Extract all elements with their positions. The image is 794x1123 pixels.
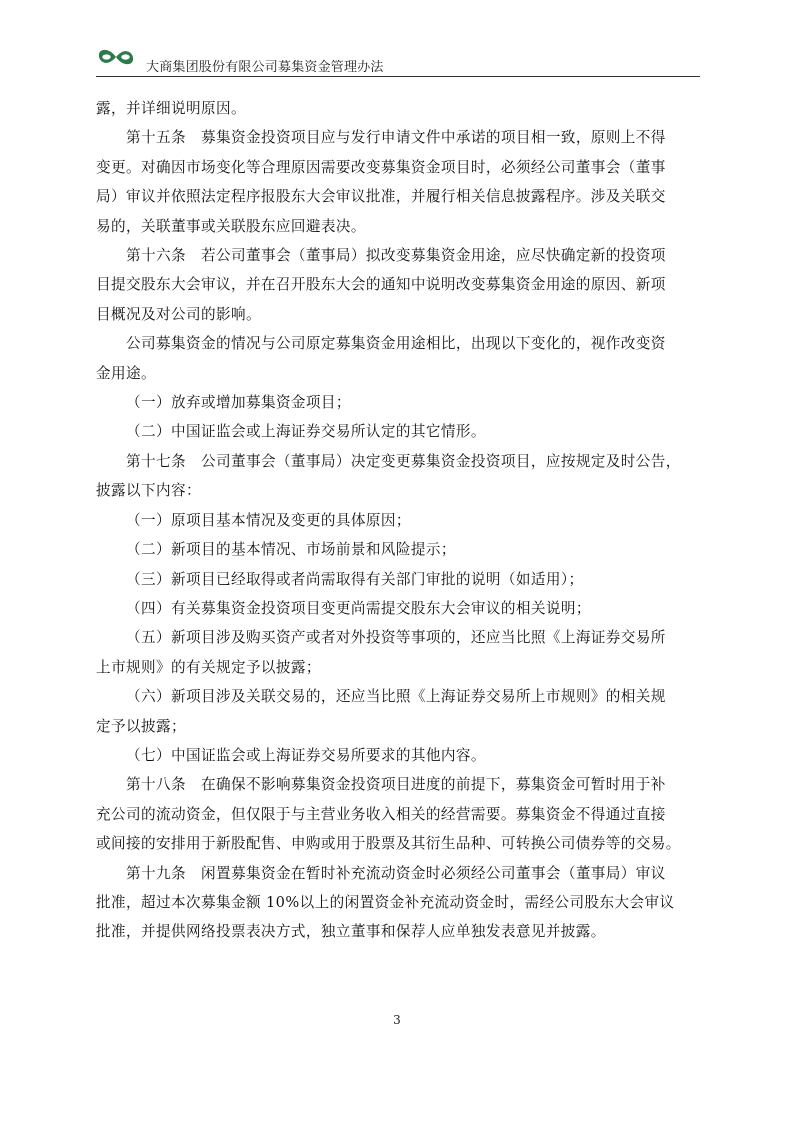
text-line: 目概况及对公司的影响。: [96, 305, 261, 323]
text-line: 第十六条 若公司董事会（董事局）拟改变募集资金用途，应尽快确定新的投资项: [126, 247, 666, 265]
paragraph: [96, 388, 700, 417]
text-line: （三）新项目已经取得或者尚需取得有关部门审批的说明（如适用）；: [126, 570, 584, 588]
paragraph: [96, 623, 700, 682]
text-line: 易的，关联董事或关联股东应回避表决。: [96, 217, 366, 235]
text-line: 公司募集资金的情况与公司原定募集资金用途相比，出现以下变化的，视作改变资: [126, 335, 666, 353]
text-line: （二）新项目的基本情况、市场前景和风险提示；: [126, 541, 456, 559]
paragraph: [96, 123, 700, 241]
paragraph: [96, 741, 700, 770]
text-line: 露，并详细说明原因。: [96, 100, 246, 117]
text-line: 第十八条 在确保不影响募集资金投资项目进度的前提下，募集资金可暂时用于补: [126, 776, 666, 794]
paragraph: [96, 417, 700, 446]
text-line: （七）中国证监会或上海证券交易所要求的其他内容。: [126, 746, 486, 764]
text-line: 定予以披露；: [96, 717, 186, 735]
document-body: [96, 94, 700, 947]
paragraph: [96, 594, 700, 623]
text-line: （六）新项目涉及关联交易的，还应当比照《上海证券交易所上市规则》的相关规: [126, 688, 666, 706]
text-line: （一）放弃或增加募集资金项目；: [126, 394, 351, 412]
text-line: （二）中国证监会或上海证券交易所认定的其它情形。: [126, 423, 486, 441]
paragraph: [96, 682, 700, 741]
paragraph: [96, 241, 700, 329]
text-line: 批准，超过本次募集金额 10%以上的闲置资金补充流动资金时，需经公司股东大会审议: [96, 893, 675, 911]
text-line: 或间接的安排用于新股配售、申购或用于股票及其衍生品种、可转换公司债券等的交易。: [96, 835, 681, 853]
text-line: （五）新项目涉及购买资产或者对外投资等事项的，还应当比照《上海证券交易所: [126, 629, 666, 647]
paragraph: [96, 535, 700, 564]
text-line: 第十九条 闲置募集资金在暂时补充流动资金时必须经公司董事会（董事局）审议: [126, 864, 666, 882]
text-line: 目提交股东大会审议，并在召开股东大会的通知中说明改变募集资金用途的原因、新项: [96, 276, 666, 294]
text-line: 上市规则》的有关规定予以披露；: [96, 658, 321, 676]
text-line: 变更。对确因市场变化等合理原因需要改变募集资金项目时，必须经公司董事会（董事: [96, 158, 666, 176]
document-title: 大商集团股份有限公司募集资金管理办法: [146, 60, 384, 75]
page-header: [96, 40, 700, 78]
text-line: （四）有关募集资金投资项目变更尚需提交股东大会审议的相关说明；: [126, 599, 591, 617]
text-line: 充公司的流动资金，但仅限于与主营业务收入相关的经营需要。募集资金不得通过直接: [96, 805, 666, 823]
header-divider: [96, 76, 700, 77]
text-line: 局）审议并依照法定程序报股东大会审议批准，并履行相关信息披露程序。涉及关联交: [96, 188, 666, 206]
paragraph: [96, 506, 700, 535]
paragraph: [96, 859, 700, 947]
paragraph: [96, 447, 700, 506]
page-number: 3: [393, 1013, 401, 1027]
paragraph: [96, 770, 700, 858]
text-line: 第十七条 公司董事会（董事局）决定变更募集资金投资项目，应按规定及时公告，: [126, 452, 681, 470]
text-line: 第十五条 募集资金投资项目应与发行申请文件中承诺的项目相一致，原则上不得: [126, 129, 666, 147]
text-line: 金用途。: [96, 364, 156, 382]
text-line: （一）原项目基本情况及变更的具体原因；: [126, 511, 411, 529]
paragraph: [96, 329, 700, 388]
text-line: 批准，并提供网络投票表决方式，独立董事和保荐人应单独发表意见并披露。: [96, 923, 606, 941]
paragraph: [96, 94, 700, 123]
text-line: 披露以下内容：: [96, 482, 201, 500]
company-logo-icon: [96, 46, 136, 68]
paragraph: [96, 565, 700, 594]
